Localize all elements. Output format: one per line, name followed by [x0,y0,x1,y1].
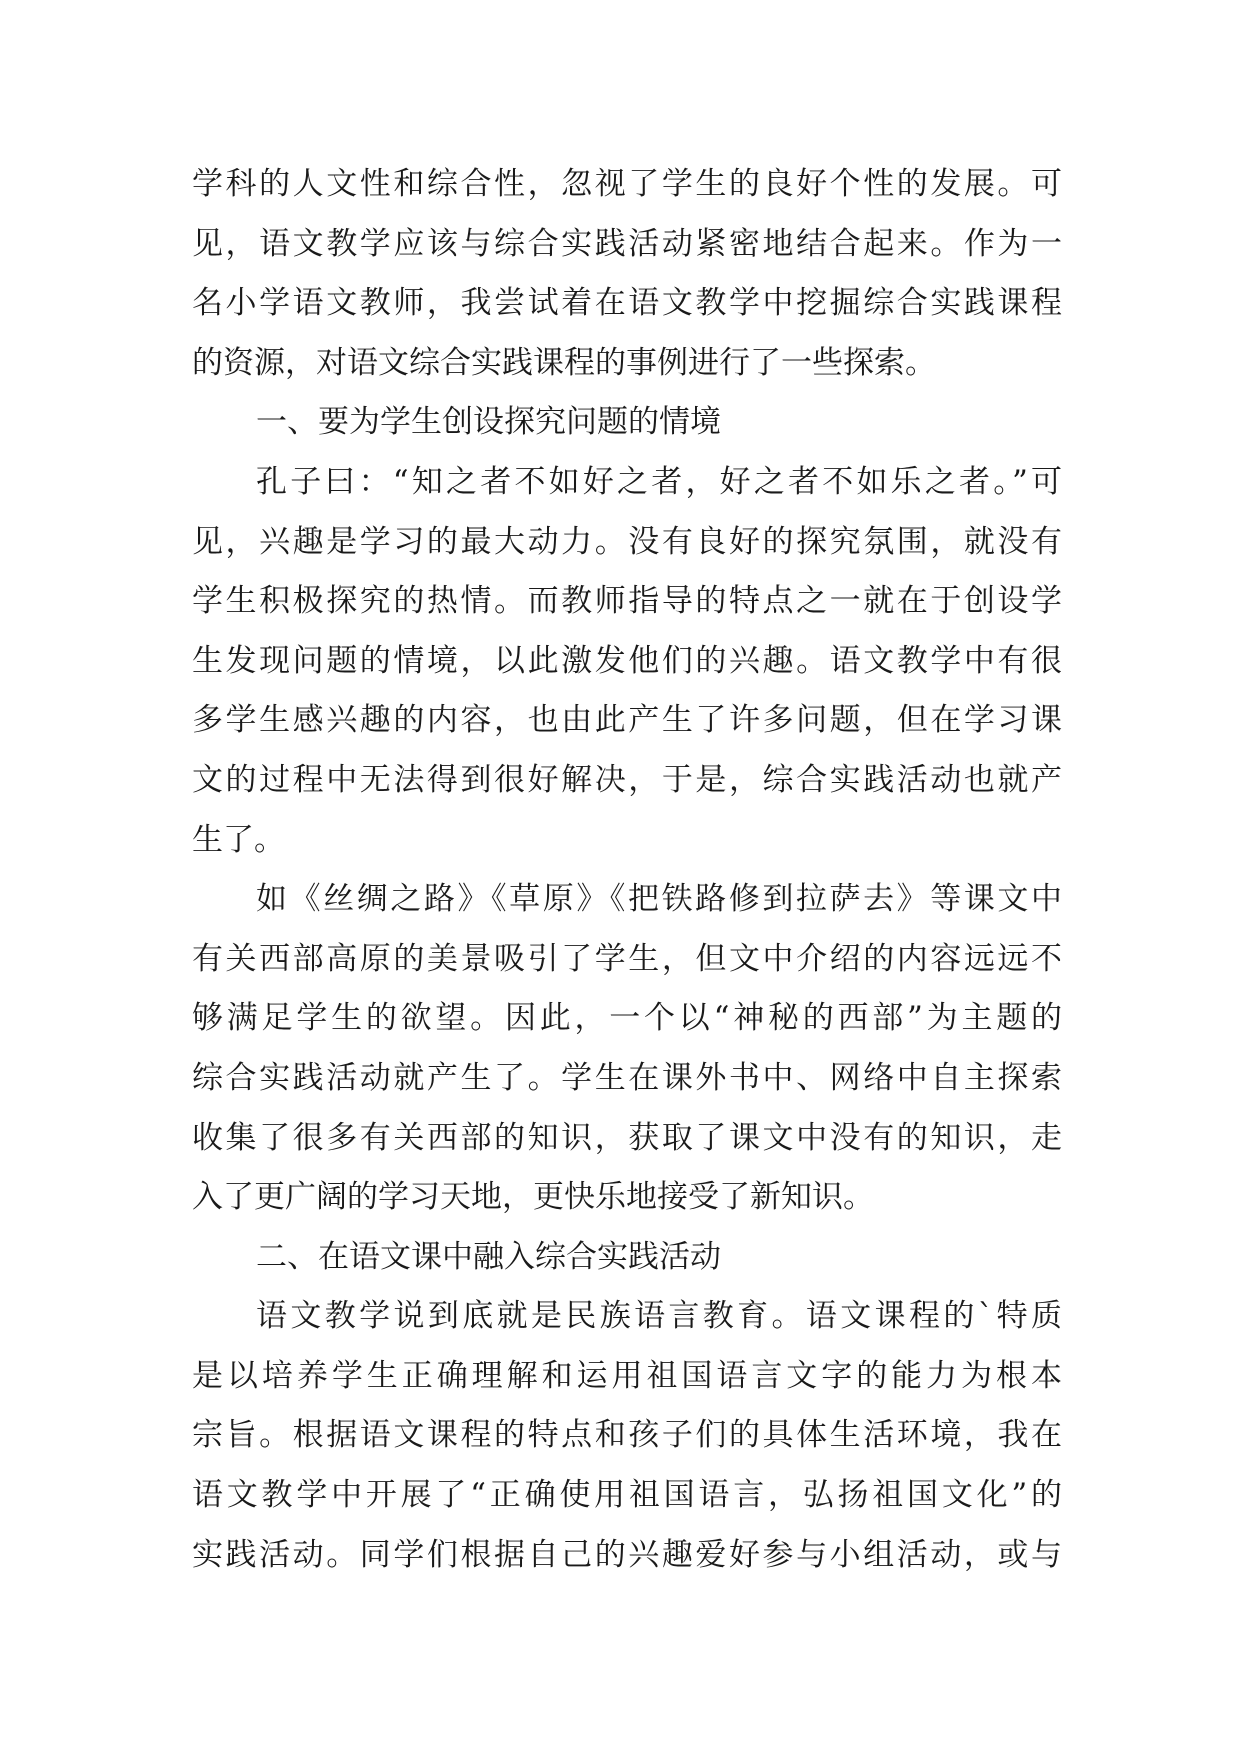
text-line: 收集了很多有关西部的知识，获取了课文中没有的知识，走 [192,1119,1062,1156]
text-line: 有关西部高原的美景吸引了学生，但文中介绍的内容远远不 [192,940,1062,977]
text-line: 语文教学说到底就是民族语言教育。语文课程的`特质 [256,1298,1062,1335]
text-line: 多学生感兴趣的内容，也由此产生了许多问题，但在学习课 [192,702,1062,739]
text-line: 学生积极探究的热情。而教师指导的特点之一就在于创设学 [192,583,1062,620]
text-line: 综合实践活动就产生了。学生在课外书中、网络中自主探索 [192,1059,1062,1096]
text-line: 生了。 [192,821,285,858]
text-line: 如《丝绸之路》《草原》《把铁路修到拉萨去》等课文中 [256,881,1062,918]
document-body [192,155,1062,1585]
text-line: 学科的人文性和综合性，忽视了学生的良好个性的发展。可 [192,166,1062,202]
text-line: 的资源，对语文综合实践课程的事例进行了一些探索。 [192,344,936,381]
text-line: 生发现问题的情境，以此激发他们的兴趣。语文教学中有很 [192,642,1062,679]
text-line: 见，兴趣是学习的最大动力。没有良好的探究氛围，就没有 [192,523,1062,560]
text-line: 是以培养学生正确理解和运用祖国语言文字的能力为根本 [192,1357,1062,1394]
text-line: 实践活动。同学们根据自己的兴趣爱好参与小组活动，或与 [192,1536,1062,1573]
text-line: 够满足学生的欲望。因此，一个以“神秘的西部”为主题的 [192,1000,1062,1037]
text-line: 见，语文教学应该与综合实践活动紧密地结合起来。作为一 [192,225,1062,262]
text-line: 孔子曰：“知之者不如好之者，好之者不如乐之者。”可 [256,463,1062,500]
text-line: 宗旨。根据语文课程的特点和孩子们的具体生活环境，我在 [192,1417,1062,1454]
text-line: 入了更广阔的学习天地，更快乐地接受了新知识。 [192,1179,874,1216]
section-heading: 二、在语文课中融入综合实践活动 [256,1238,721,1275]
text-line: 语文教学中开展了“正确使用祖国语言，弘扬祖国文化”的 [192,1477,1062,1514]
text-line: 文的过程中无法得到很好解决，于是，综合实践活动也就产 [192,761,1062,798]
text-line: 名小学语文教师，我尝试着在语文教学中挖掘综合实践课程 [192,285,1062,322]
section-heading: 一、要为学生创设探究问题的情境 [256,404,721,441]
